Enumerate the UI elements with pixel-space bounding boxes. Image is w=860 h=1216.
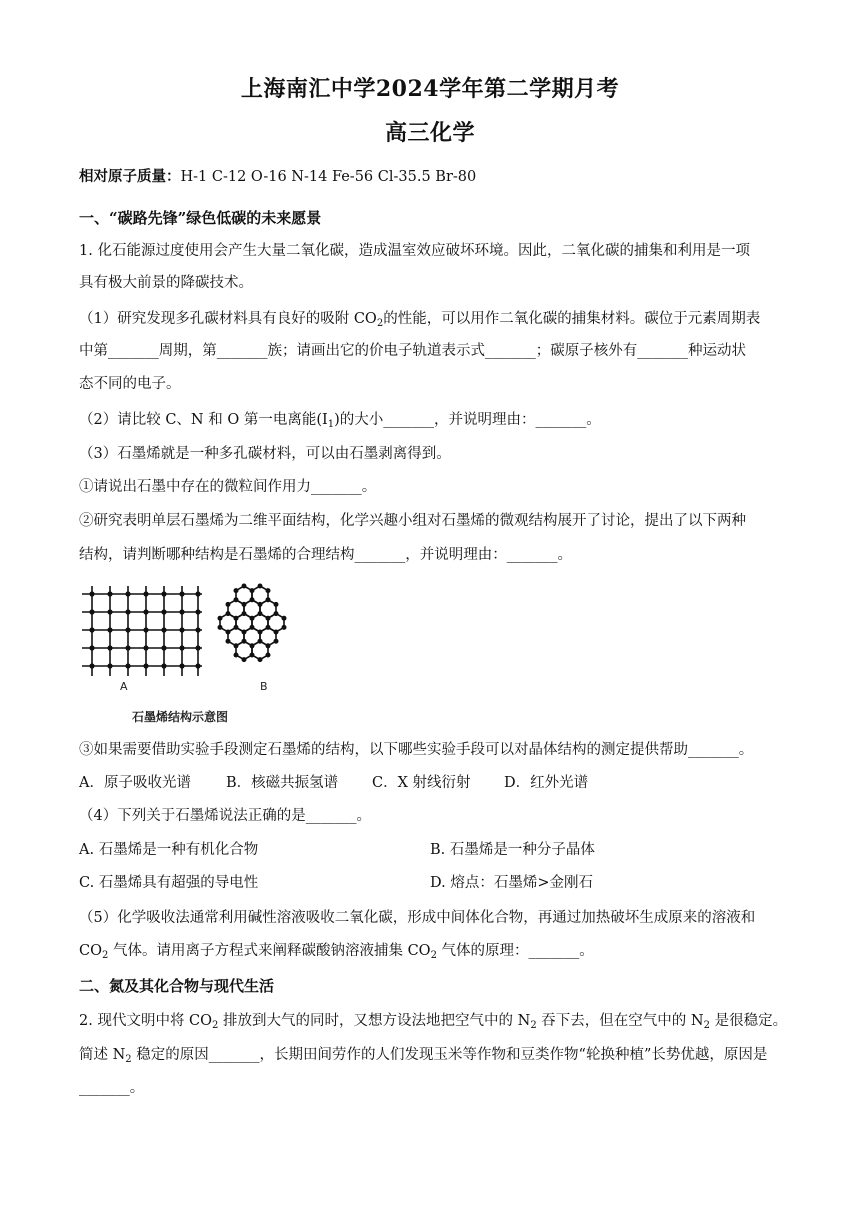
q1-part4-option-c: C. 石墨烯具有超强的导电性: [79, 875, 259, 891]
q1-part3-sub3: ③如果需要借助实验手段测定石墨烯的结构，以下哪些实验手段可以对晶体结构的测定提供帮助_______。: [79, 742, 754, 758]
q1-intro-line1: 1. 化石能源过度使用会产生大量二氧化碳，造成温室效应破坏环境。因此，二氧化碳的捕集和利用是一项: [79, 243, 750, 259]
q1-part3-sub2-line1: ②研究表明单层石墨烯为二维平面结构，化学兴趣小组对石墨烯的微观结构展开了讨论，提出了以下两种: [79, 513, 746, 529]
figure-label-a: A: [120, 680, 128, 693]
q2-line2-text-b: 稳定的原因_______，长期田间劳作的人们发现玉米等作物和豆类作物“轮换种植”长势优越，原因是: [131, 1047, 768, 1063]
q2-sub1: 2: [212, 1020, 219, 1031]
q1-part4-option-a: A. 石墨烯是一种有机化合物: [79, 842, 259, 858]
q1-part3-option-b: B．核磁共振氢谱: [226, 775, 339, 791]
q1-part5-line2: [79, 941, 785, 961]
q1-part5-text-c: 气体的原理：_______。: [436, 943, 594, 959]
q1-part4: （4）下列关于石墨烯说法正确的是_______。: [79, 808, 371, 824]
q1-part1-text-b: 的性能，可以用作二氧化碳的捕集材料。碳位于元素周期表: [383, 311, 761, 327]
exam-title: 上海南汇中学2024学年第二学期月考: [240, 76, 620, 102]
q2-sub2: 2: [530, 1020, 537, 1031]
section-1-heading: 一、“碳路先锋”绿色低碳的未来愿景: [79, 209, 322, 227]
q1-part3-sub1: ①请说出石墨中存在的微粒间作用力_______。: [79, 479, 377, 495]
q1-part1-sub: 2: [376, 318, 384, 329]
q1-part3: （3）石墨烯就是一种多孔碳材料，可以由石墨剥离得到。: [79, 446, 451, 462]
q1-part5-sub2: 2: [430, 950, 437, 961]
q1-part5-sub1: 2: [101, 950, 109, 961]
q1-part1-line2: 中第_______周期，第_______族；请画出它的价电子轨道表示式_______；碳原子核外有_______种运动状: [79, 343, 746, 359]
q1-part4-option-b: B. 石墨烯是一种分子晶体: [430, 842, 595, 858]
q1-part3-option-d: D．红外光谱: [504, 775, 589, 791]
q2-line2-text-a: 简述 N: [79, 1047, 126, 1063]
atomic-mass-label: 相对原子质量：: [79, 168, 181, 185]
q1-part1-line3: 态不同的电子。: [79, 376, 181, 392]
structure-a-square-grid: [82, 586, 202, 676]
q1-part1-line1: [79, 309, 785, 329]
q1-part1-text-a: （1）研究发现多孔碳材料具有良好的吸附 CO: [79, 311, 377, 327]
q1-part2-text-b: )的大小_______，并说明理由：_______。: [334, 412, 601, 428]
q2-text-d: 是很稳定。: [709, 1013, 788, 1029]
q2-line3: _______。: [79, 1080, 145, 1096]
q2-line2-sub: 2: [125, 1054, 132, 1065]
q2-text-c: 吞下去，但在空气中的 N: [536, 1013, 704, 1029]
graphene-structure-figure: [78, 582, 298, 694]
exam-subtitle: 高三化学: [384, 120, 475, 146]
q1-part3-option-c: C．X 射线衍射: [372, 775, 471, 791]
q1-part3-option-a: A．原子吸收光谱: [79, 775, 191, 791]
q1-part2: [79, 410, 785, 430]
q1-part2-sub: 1: [327, 419, 335, 430]
section-2-heading: 二、氮及其化合物与现代生活: [79, 977, 275, 995]
figure-caption: 石墨烯结构示意图: [132, 710, 229, 724]
q2-sub3: 2: [703, 1020, 710, 1031]
q1-part5-line1: （5）化学吸收法通常利用碱性溶液吸收二氧化碳，形成中间体化合物，再通过加热破坏生成原来的溶液和: [79, 910, 756, 926]
q1-intro-line2: 具有极大前景的降碳技术。: [79, 275, 253, 291]
q1-part4-option-d: D. 熔点：石墨烯>金刚石: [430, 875, 593, 891]
q2-text-b: 排放到大气的同时，又想方设法地把空气中的 N: [218, 1013, 531, 1029]
q1-part2-text-a: （2）请比较 C、N 和 O 第一电离能(I: [79, 412, 328, 428]
atomic-mass-values: H-1 C-12 O-16 N-14 Fe-56 Cl-35.5 Br-80: [180, 169, 477, 185]
q1-part5-text-a: CO: [79, 943, 102, 959]
q1-part5-text-b: 气体。请用离子方程式来阐释碳酸钠溶液捕集 CO: [108, 943, 431, 959]
q2-line2: [79, 1045, 785, 1065]
q2-text-a: 2. 现代文明中将 CO: [79, 1013, 213, 1029]
figure-label-b: B: [260, 680, 268, 693]
q2-line1: [79, 1011, 788, 1031]
atomic-mass-line: [79, 167, 785, 187]
q1-part3-sub2-line2: 结构，请判断哪种结构是石墨烯的合理结构_______，并说明理由：_______。: [79, 547, 572, 563]
structure-b-hexagonal: [218, 584, 287, 663]
